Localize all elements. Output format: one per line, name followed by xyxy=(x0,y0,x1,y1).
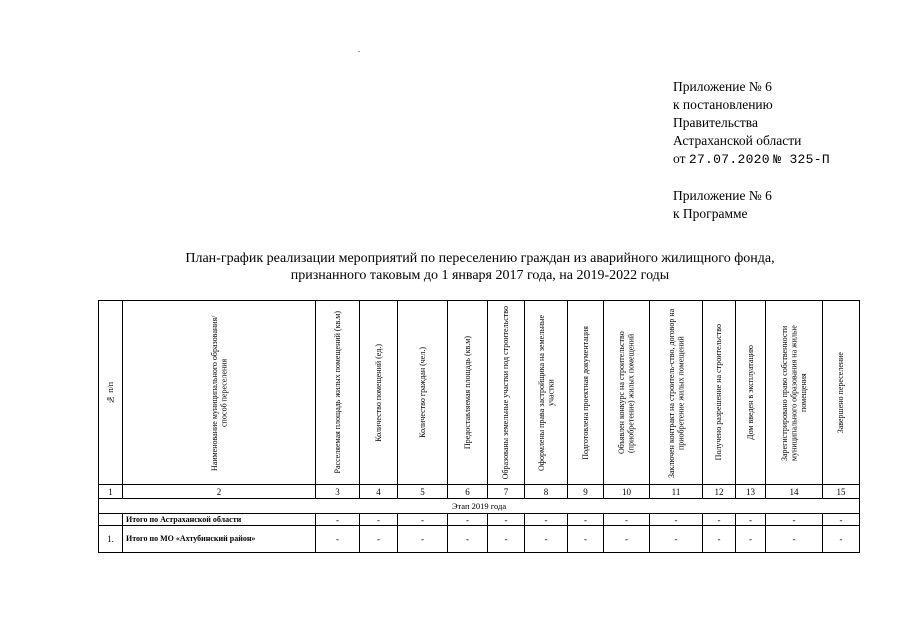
header-row xyxy=(99,301,860,485)
col-number: 4 xyxy=(360,485,398,499)
stage-label: Этап 2019 года xyxy=(99,499,860,514)
cell-value: - xyxy=(766,514,823,526)
cell-value: - xyxy=(604,526,650,553)
title-line-2: признанного таковым до 1 января 2017 года, на 2019-2022 годы xyxy=(290,268,670,283)
col-header: Объявлен конкурс на строительство (приобретение) жилых помещений xyxy=(604,301,650,485)
col-number: 5 xyxy=(398,485,448,499)
decree-date-line xyxy=(673,150,830,169)
row-index: 1. xyxy=(99,526,123,553)
col-header: Получено разрешение на строительство xyxy=(703,301,736,485)
col-header: Наименование муниципального образования/ способ переселения xyxy=(123,301,316,485)
stage-row xyxy=(99,499,860,514)
row-name: Итого по Астраханской области xyxy=(123,514,316,526)
cell-value: - xyxy=(568,526,604,553)
cell-value: - xyxy=(703,526,736,553)
col-header: Расселяемая площадь жилых помещений (кв.м) xyxy=(316,301,360,485)
col-number: 6 xyxy=(448,485,488,499)
header-line: Приложение № 6 xyxy=(673,79,772,94)
cell-value: - xyxy=(823,514,860,526)
header-line: к постановлению xyxy=(673,97,773,112)
row-index xyxy=(99,514,123,526)
col-header: Количество граждан (чел.) xyxy=(398,301,448,485)
col-number: 11 xyxy=(650,485,703,499)
cell-value: - xyxy=(448,526,488,553)
cell-value: - xyxy=(736,514,766,526)
table-row xyxy=(99,526,860,553)
col-number: 10 xyxy=(604,485,650,499)
col-header: Подготовлена проектная документация xyxy=(568,301,604,485)
cell-value: - xyxy=(316,526,360,553)
cell-value: - xyxy=(736,526,766,553)
col-header: № п/п xyxy=(99,301,123,485)
col-number: 1 xyxy=(99,485,123,499)
col-number: 7 xyxy=(488,485,525,499)
header-line: к Программе xyxy=(673,206,748,221)
col-header: Зарегистрировано право собственности муниципального образования на жилые помещения xyxy=(766,301,823,485)
cell-value: - xyxy=(525,514,568,526)
decree-number: № 325-П xyxy=(773,152,830,167)
col-number: 12 xyxy=(703,485,736,499)
col-number: 13 xyxy=(736,485,766,499)
date-prefix: от xyxy=(673,151,686,166)
table-row xyxy=(99,514,860,526)
decree-date: 27.07.2020 xyxy=(688,152,770,167)
document-title xyxy=(100,250,860,284)
cell-value: - xyxy=(604,514,650,526)
header-line: Правительства xyxy=(673,115,758,130)
cell-value: - xyxy=(448,514,488,526)
cell-value: - xyxy=(398,514,448,526)
cell-value: - xyxy=(525,526,568,553)
cell-value: - xyxy=(650,526,703,553)
col-number: 14 xyxy=(766,485,823,499)
cell-value: - xyxy=(316,514,360,526)
col-number: 3 xyxy=(316,485,360,499)
col-header: Количество помещений (ед.) xyxy=(360,301,398,485)
cell-value: - xyxy=(823,526,860,553)
col-header: Завершено переселение xyxy=(823,301,860,485)
column-number-row xyxy=(99,485,860,499)
col-number: 9 xyxy=(568,485,604,499)
col-header: Образованы земельные участки под строительство xyxy=(488,301,525,485)
col-header: Оформлены права застройщика на земельные участки xyxy=(525,301,568,485)
col-number: 2 xyxy=(123,485,316,499)
title-line-1: План-график реализации мероприятий по переселению граждан из аварийного жилищного фонда, xyxy=(185,251,775,266)
col-header: Дом введен в эксплуатацию xyxy=(736,301,766,485)
cell-value: - xyxy=(488,514,525,526)
appendix-header xyxy=(673,78,830,223)
col-number: 15 xyxy=(823,485,860,499)
cell-value: - xyxy=(703,514,736,526)
scan-speck xyxy=(358,51,360,52)
cell-value: - xyxy=(568,514,604,526)
col-header: Заключен контракт на строитель-ство, договор на приобретение жилых помещений xyxy=(650,301,703,485)
cell-value: - xyxy=(360,514,398,526)
cell-value: - xyxy=(488,526,525,553)
plan-schedule-table xyxy=(98,300,860,553)
header-line: Астраханской области xyxy=(673,133,802,148)
cell-value: - xyxy=(398,526,448,553)
cell-value: - xyxy=(766,526,823,553)
col-number: 8 xyxy=(525,485,568,499)
col-header: Предоставляемая площадь (кв.м) xyxy=(448,301,488,485)
cell-value: - xyxy=(650,514,703,526)
row-name: Итого по МО «Ахтубинский район» xyxy=(123,526,316,553)
cell-value: - xyxy=(360,526,398,553)
header-line: Приложение № 6 xyxy=(673,188,772,203)
